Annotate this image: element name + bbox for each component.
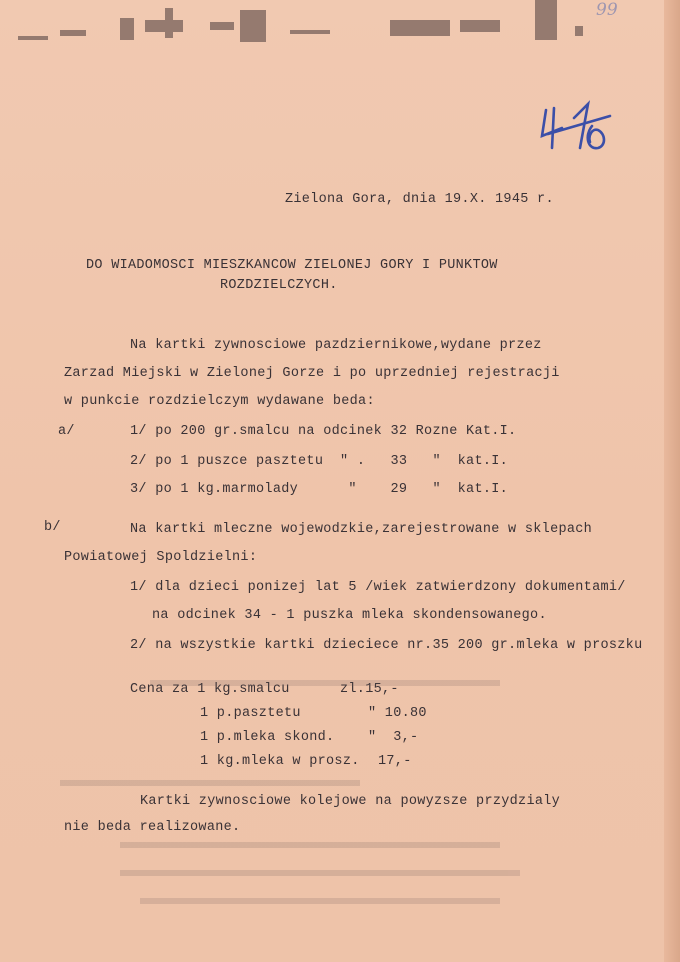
item-a2: 2/ po 1 puszce pasztetu " . 33 " kat.I. — [130, 454, 509, 469]
b-line-2: Powiatowej Spoldzielni: — [64, 550, 258, 565]
item-a1: 1/ po 200 gr.smalcu na odcinek 32 Rozne Kat.I. — [130, 424, 517, 439]
place-date: Zielona Gora, dnia 19.X. 1945 r. — [285, 192, 554, 207]
heading-line-1: DO WIADOMOSCI MIESZKANCOW ZIELONEJ GORY I PUNKTOW — [86, 258, 498, 273]
item-b2: 2/ na wszystkie kartki dzieciece nr.35 200 gr.mleka w proszku — [130, 638, 643, 653]
price-pasztet: " 10.80 — [368, 706, 427, 721]
corner-page-mark: 99 — [596, 0, 618, 20]
heading-line-2: ROZDZIELCZYCH. — [220, 278, 338, 293]
item-b1-line-2: na odcinek 34 - 1 puszka mleka skondensowanego. — [152, 608, 547, 623]
bleed-through-text — [0, 660, 680, 950]
item-b1-line-1: 1/ dla dzieci ponizej lat 5 /wiek zatwierdzony dokumentami/ — [130, 580, 626, 595]
note-line-1: Kartki zywnosciowe kolejowe na powyzsze przydzialy — [140, 794, 561, 809]
price-smalec: zl.15,- — [340, 682, 399, 697]
section-a-marker: a/ — [58, 424, 75, 439]
price-mleko-prosz: 17,- — [378, 754, 412, 769]
item-a3: 3/ po 1 kg.marmolady " 29 " kat.I. — [130, 482, 509, 497]
handwritten-number — [540, 96, 620, 156]
intro-line-2: Zarzad Miejski w Zielonej Gorze i po uprzedniej rejestracji — [64, 366, 560, 381]
top-bleed-through — [0, 0, 680, 60]
price-item-mleko-prosz: 1 kg.mleka w prosz. — [200, 754, 360, 769]
price-mleko-skond: " 3,- — [368, 730, 419, 745]
page-right-edge — [664, 0, 680, 962]
price-item-mleko-skond: 1 p.mleka skond. — [200, 730, 335, 745]
intro-line-1: Na kartki zywnosciowe pazdziernikowe,wydane przez — [130, 338, 542, 353]
price-label: Cena za 1 kg.smalcu — [130, 682, 290, 697]
note-line-2: nie beda realizowane. — [64, 820, 241, 835]
price-item-pasztet: 1 p.pasztetu — [200, 706, 301, 721]
section-b-marker: b/ — [44, 520, 61, 535]
b-line-1: Na kartki mleczne wojewodzkie,zarejestrowane w sklepach — [130, 522, 593, 537]
intro-line-3: w punkcie rozdzielczym wydawane beda: — [64, 394, 375, 409]
